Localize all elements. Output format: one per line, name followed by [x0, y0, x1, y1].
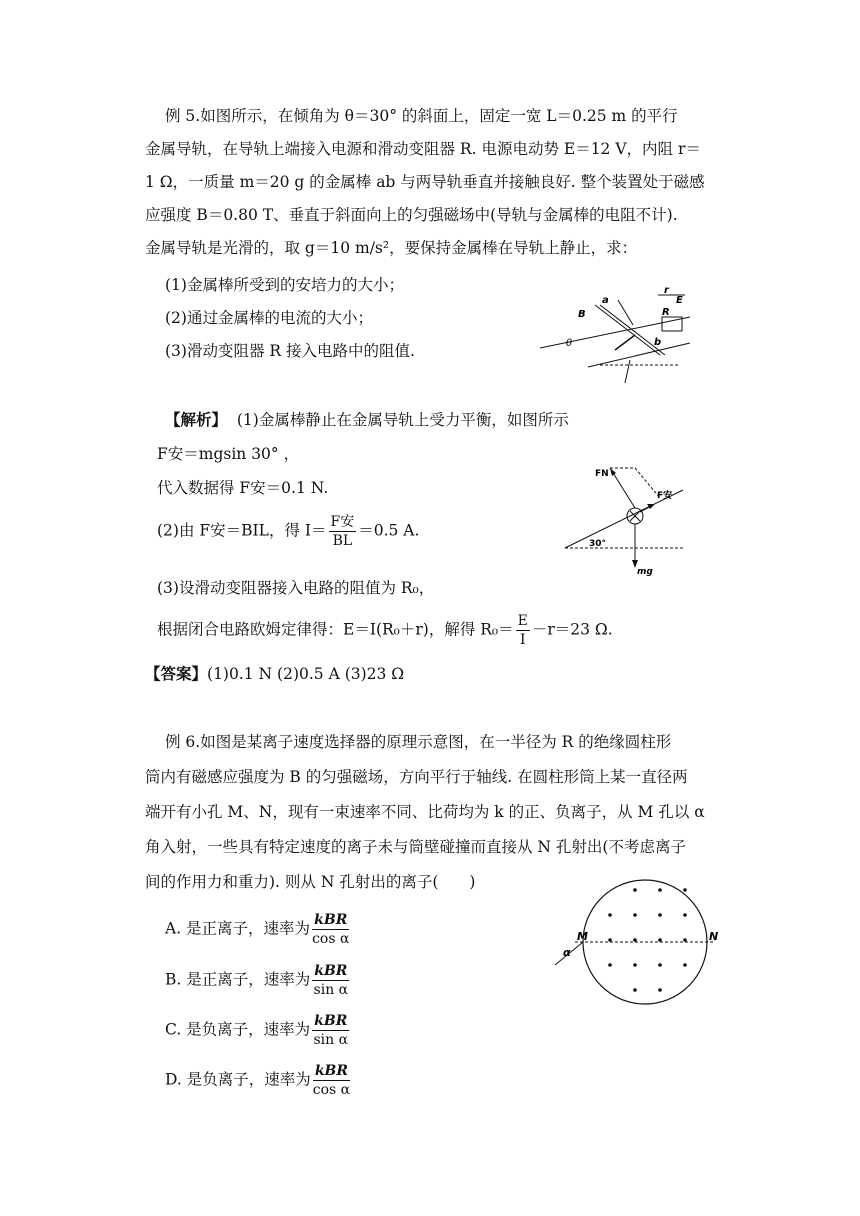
option-a-fraction [312, 911, 349, 948]
ex6-line-1: 例 6.如图是某离子速度选择器的原理示意图，在一半径为 R 的绝缘圆柱形 [165, 733, 672, 751]
formula-current-result: ＝0.5 A. [358, 521, 420, 540]
fraction-E-over-I [516, 612, 530, 649]
formula-r0-result: －r＝23 Ω. [531, 620, 613, 639]
ex6-line-4: 角入射，一些具有特定速度的离子未与筒壁碰撞而直接从 N 孔射出(不考虑离子 [145, 838, 686, 856]
ex6-line-5: 间的作用力和重力). 则从 N 孔射出的离子( ) [145, 873, 476, 891]
option-d [165, 1062, 352, 1099]
incline-rails-figure [540, 285, 690, 385]
label-M: M [577, 930, 588, 943]
solution-5-line-3: 代入数据得 F安＝0.1 N. [157, 479, 329, 497]
label-alpha: α [563, 946, 571, 959]
option-d-fraction [313, 1062, 350, 1099]
solution-5-line-4 [157, 513, 419, 550]
label-b: b [654, 337, 662, 348]
ex6-line-3: 端开有小孔 M、N，现有一束速率不同、比荷均为 k 的正、负离子，从 M 孔以 α [145, 803, 705, 821]
label-F-an: F安 [657, 491, 673, 501]
label-theta: θ [566, 338, 573, 349]
label-E: E [676, 295, 683, 306]
ex5-line-4: 应强度 B＝0.80 T、垂直于斜面向上的匀强磁场中(导轨与金属棒的电阻不计). [145, 206, 678, 224]
label-B: B [578, 309, 586, 320]
fraction-denominator: sin α [313, 982, 349, 998]
fraction-denominator: I [519, 632, 526, 648]
force-diagram-figure [565, 458, 695, 578]
ex5-line-3: 1 Ω，一质量 m＝20 g 的金属棒 ab 与两导轨垂直并接触良好. 整个装置处于磁感 [145, 173, 705, 191]
analysis-text-1: (1)金属棒静止在金属导轨上受力平衡，如图所示 [236, 411, 569, 429]
solution-5-line-5: (3)设滑动变阻器接入电路的阻值为 R₀， [157, 579, 435, 597]
option-c-text: C. 是负离子，速率为 [165, 1020, 311, 1039]
fraction-numerator: kBR [312, 911, 349, 930]
fraction-F-over-BL [329, 513, 357, 550]
fraction-denominator: sin α [313, 1032, 349, 1048]
solution-5-line-6 [157, 612, 613, 649]
ex5-line-5: 金属导轨是光滑的，取 g＝10 m/s²，要保持金属棒在导轨上静止，求： [145, 239, 638, 257]
option-b-text: B. 是正离子，速率为 [165, 970, 311, 989]
label-R: R [662, 307, 670, 318]
option-b-fraction [312, 962, 349, 999]
fraction-numerator: E [517, 613, 528, 629]
ex5-line-1: 例 5.如图所示，在倾角为 θ＝30° 的斜面上，固定一宽 L＝0.25 m 的平行 [165, 107, 678, 125]
fraction-denominator: cos α [312, 1082, 351, 1098]
answer-heading: 【答案】 [145, 664, 208, 683]
fraction-numerator: F安 [330, 514, 355, 530]
label-r: r [664, 285, 669, 296]
analysis-heading: 【解析】 [165, 410, 228, 429]
ex5-line-2: 金属导轨，在导轨上端接入电源和滑动变阻器 R. 电源电动势 E＝12 V，内阻 r＝ [145, 140, 701, 158]
velocity-selector-figure [555, 870, 725, 1020]
answer-5 [145, 664, 404, 684]
option-a-text: A. 是正离子，速率为 [165, 919, 311, 938]
label-a: a [602, 295, 609, 306]
ex5-question-3: (3)滑动变阻器 R 接入电路中的阻值. [165, 342, 415, 360]
option-d-text: D. 是负离子，速率为 [165, 1070, 311, 1089]
fraction-denominator: cos α [312, 931, 350, 947]
formula-current-prefix: (2)由 F安＝BIL，得 I＝ [157, 521, 327, 540]
label-FN: FN [595, 469, 609, 479]
label-mg: mg [637, 567, 653, 577]
option-c-fraction [312, 1012, 349, 1049]
solution-5-line-2: F安＝mgsin 30° ， [157, 445, 300, 463]
option-a [165, 911, 351, 948]
answer-text: (1)0.1 N (2)0.5 A (3)23 Ω [207, 665, 405, 683]
label-N: N [709, 930, 719, 943]
ex5-question-2: (2)通过金属棒的电流的大小； [165, 309, 373, 327]
fraction-numerator: kBR [314, 963, 348, 979]
ex6-line-2: 筒内有磁感应强度为 B 的匀强磁场，方向平行于轴线. 在圆柱形筒上某一直径两 [145, 768, 688, 786]
formula-r0-prefix: 根据闭合电路欧姆定律得：E＝I(R₀＋r)，解得 R₀＝ [157, 620, 514, 639]
ex5-question-1: (1)金属棒所受到的安培力的大小； [165, 276, 404, 294]
option-c [165, 1012, 351, 1049]
label-30-degree: 30° [589, 539, 607, 549]
solution-5-line-1 [165, 410, 569, 430]
fraction-numerator: kBR [313, 1062, 350, 1081]
fraction-denominator: BL [332, 533, 353, 549]
option-b [165, 962, 351, 999]
fraction-numerator: kBR [314, 1013, 348, 1029]
